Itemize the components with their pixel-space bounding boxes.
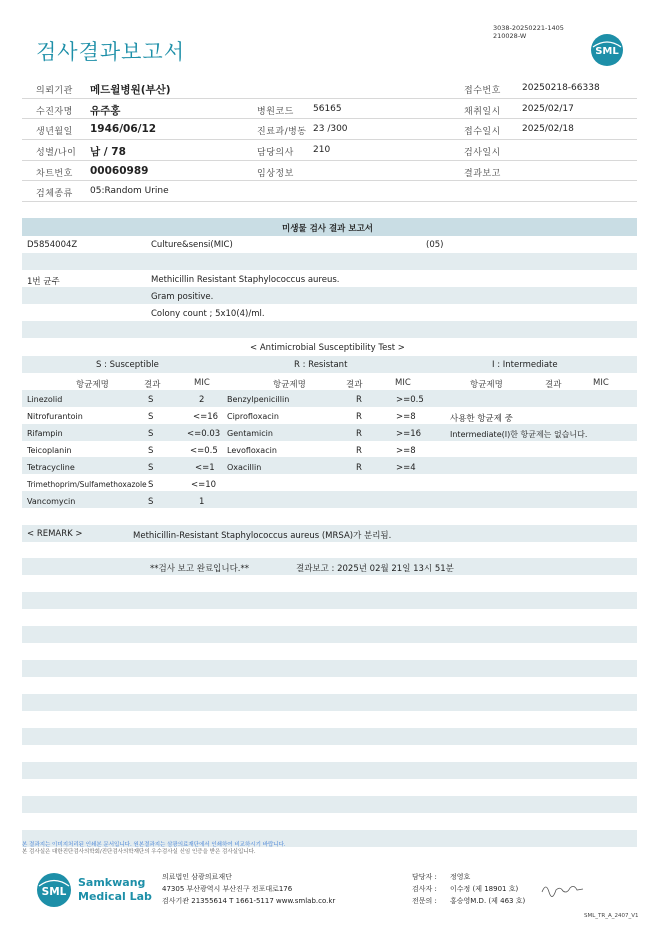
info-label: 채취일시 [464, 106, 501, 117]
col-mic: MIC [593, 378, 609, 388]
drug-result: S [148, 463, 154, 473]
col-result: 결과 [144, 380, 161, 390]
info-label: 접수번호 [464, 86, 501, 96]
org-address: 47305 부산광역시 부산진구 전포대로176 [162, 885, 293, 893]
institution-value: 메드윌병원(부산) [90, 84, 171, 96]
col-drug: 항균제명 [273, 380, 306, 390]
brand-line-2: Medical Lab [78, 890, 152, 903]
legend-susceptible: S : Susceptible [96, 360, 159, 370]
test-name: Culture&sensi(MIC) [151, 240, 233, 250]
col-result: 결과 [545, 380, 562, 390]
drug-result: S [148, 480, 154, 490]
staff-value: 이수정 (제 18901 호) [450, 885, 519, 893]
drug-name: Levofloxacin [227, 446, 277, 455]
chart-no-value: 00060989 [90, 164, 149, 177]
drug-mic: <=0.5 [190, 446, 218, 456]
footer-note-1: 본 결과지는 이미지처리된 인쇄본 문서입니다. 원본결과지는 삼광의료재단에서 인쇄하여 비교하시기 바랍니다. [22, 842, 286, 848]
drug-result: S [148, 497, 154, 507]
sml-footer-logo-icon [36, 872, 76, 908]
row-band [22, 321, 637, 338]
drug-mic: <=1 [195, 463, 215, 473]
info-row [22, 78, 637, 99]
row-band [22, 694, 637, 711]
patient-name-value: 유주홍 [90, 104, 121, 117]
staff-label: 담당자 : [412, 873, 437, 881]
col-mic: MIC [395, 378, 411, 388]
document-code-line: 3038-20250221-1405 [493, 24, 564, 32]
drug-name: Trimethoprim/Sulfamethoxazole [27, 480, 147, 489]
info-label: 차트번호 [36, 168, 73, 179]
document-code [493, 24, 564, 40]
info-row [22, 99, 637, 120]
info-label: 검사일시 [464, 148, 501, 159]
drug-mic: 1 [199, 497, 205, 507]
row-band [22, 253, 637, 270]
drug-result: R [356, 446, 362, 456]
row-band [22, 457, 637, 474]
legend-resistant: R : Resistant [294, 360, 348, 370]
remark-label: < REMARK > [27, 529, 83, 539]
row-band [22, 796, 637, 813]
info-label: 성별/나이 [36, 148, 77, 159]
drug-mic: <=10 [191, 480, 217, 490]
drug-mic: 2 [199, 395, 205, 405]
info-label: 진료과/병동 [257, 127, 307, 138]
row-band [22, 287, 637, 304]
organism-name: Methicillin Resistant Staphylococcus aureus. [151, 275, 340, 285]
info-label: 의뢰기관 [36, 86, 73, 96]
staff-value: 홍승영M.D. (제 463 호) [450, 897, 526, 905]
staff-label: 전문의 : [412, 897, 437, 905]
drug-result: R [356, 463, 362, 473]
drug-result: R [356, 412, 362, 422]
page-title: 검사결과보고서 [36, 40, 186, 64]
intermediate-note-2: Intermediate(I)한 항균제는 없습니다. [450, 430, 588, 439]
specimen-value: 05:Random Urine [90, 186, 169, 197]
signature-icon [540, 880, 585, 898]
test-number: (05) [426, 240, 444, 250]
info-row [22, 140, 637, 161]
drug-name: Linezolid [27, 395, 63, 404]
sex-age-value: 남 / 78 [90, 146, 126, 159]
report-complete: **검사 보고 완료입니다.** [150, 564, 250, 574]
col-mic: MIC [194, 378, 210, 388]
info-label: 임상정보 [257, 168, 294, 179]
remark-text: Methicillin-Resistant Staphylococcus aureus (MRSA)가 분리됨. [133, 531, 392, 541]
row-band [22, 491, 637, 508]
org-name: 의료법인 삼광의료재단 [162, 873, 232, 881]
intermediate-note-1: 사용한 항균제 중 [450, 414, 513, 424]
drug-result: S [148, 412, 154, 422]
drug-mic: >=4 [396, 463, 416, 473]
drug-mic: >=0.5 [396, 395, 424, 405]
legend-intermediate: I : Intermediate [492, 360, 558, 370]
info-label: 병원코드 [257, 106, 294, 117]
doctor-value: 210 [313, 145, 331, 156]
row-band [22, 390, 637, 407]
logo-text: SML [595, 46, 619, 57]
test-code: D5854004Z [27, 240, 78, 250]
receipt-no-value: 20250218-66338 [522, 83, 600, 93]
organism-label: 1번 균주 [27, 277, 60, 287]
drug-name: Benzylpenicillin [227, 395, 290, 404]
info-label: 결과보고 [464, 168, 501, 179]
drug-name: Gentamicin [227, 429, 273, 438]
footer-note-2: 본 검사실은 대한진단검사의학회/진단검사의학재단의 우수검사실 신임 인증을 받은 검사실입니다. [22, 849, 256, 855]
patient-info-table [22, 78, 637, 202]
info-label: 생년월일 [36, 127, 73, 138]
staff-value: 정영호 [450, 873, 471, 881]
org-phone: 검사기관 21355614 T 1661-5117 www.smlab.co.kr [162, 897, 336, 905]
info-label: 접수일시 [464, 127, 501, 138]
drug-name: Nitrofurantoin [27, 412, 83, 421]
info-row [22, 161, 637, 182]
drug-result: R [356, 395, 362, 405]
gram-stain: Gram positive. [151, 292, 214, 302]
drug-name: Ciprofloxacin [227, 412, 279, 421]
drug-result: S [148, 429, 154, 439]
row-band [22, 626, 637, 643]
drug-name: Vancomycin [27, 497, 76, 506]
row-band [22, 660, 637, 677]
drug-mic: <=16 [193, 412, 219, 422]
info-label: 검체종류 [36, 189, 73, 200]
drug-name: Teicoplanin [27, 446, 72, 455]
staff-label: 검사자 : [412, 885, 437, 893]
info-row [22, 181, 637, 202]
drug-result: S [148, 446, 154, 456]
drug-name: Oxacillin [227, 463, 262, 472]
drug-mic: <=0.03 [187, 429, 221, 439]
brand-line-1: Samkwang [78, 876, 146, 889]
row-band [22, 762, 637, 779]
row-band [22, 728, 637, 745]
drug-result: R [356, 429, 362, 439]
info-row [22, 119, 637, 140]
drug-mic: >=8 [396, 446, 416, 456]
col-drug: 항균제명 [470, 380, 503, 390]
footer-logo-text: SML [41, 886, 67, 898]
receipt-date-value: 2025/02/18 [522, 124, 574, 135]
drug-mic: >=8 [396, 412, 416, 422]
info-label: 담당의사 [257, 148, 294, 159]
ast-title: < Antimicrobial Susceptibility Test > [250, 343, 405, 353]
drug-mic: >=16 [396, 429, 422, 439]
department-value: 23 /300 [313, 124, 348, 135]
sml-logo-icon [590, 33, 624, 67]
colony-count: Colony count ; 5x10(4)/ml. [151, 309, 265, 319]
report-time: 결과보고 : 2025년 02월 21일 13시 51분 [296, 564, 454, 574]
drug-name: Rifampin [27, 429, 63, 438]
collection-date-value: 2025/02/17 [522, 103, 574, 114]
form-code: SML_TR_A_2407_V1 [584, 913, 639, 919]
drug-result: S [148, 395, 154, 405]
drug-name: Tetracycline [27, 463, 75, 472]
report-header: 미생물 검사 결과 보고서 [282, 224, 373, 234]
info-label: 수진자명 [36, 106, 73, 117]
col-drug: 항균제명 [76, 380, 109, 390]
col-result: 결과 [346, 380, 363, 390]
row-band [22, 592, 637, 609]
hospital-code-value: 56165 [313, 103, 342, 114]
birthdate-value: 1946/06/12 [90, 123, 157, 136]
document-code-line: 210028-W [493, 32, 527, 40]
footer-notes [22, 842, 286, 856]
